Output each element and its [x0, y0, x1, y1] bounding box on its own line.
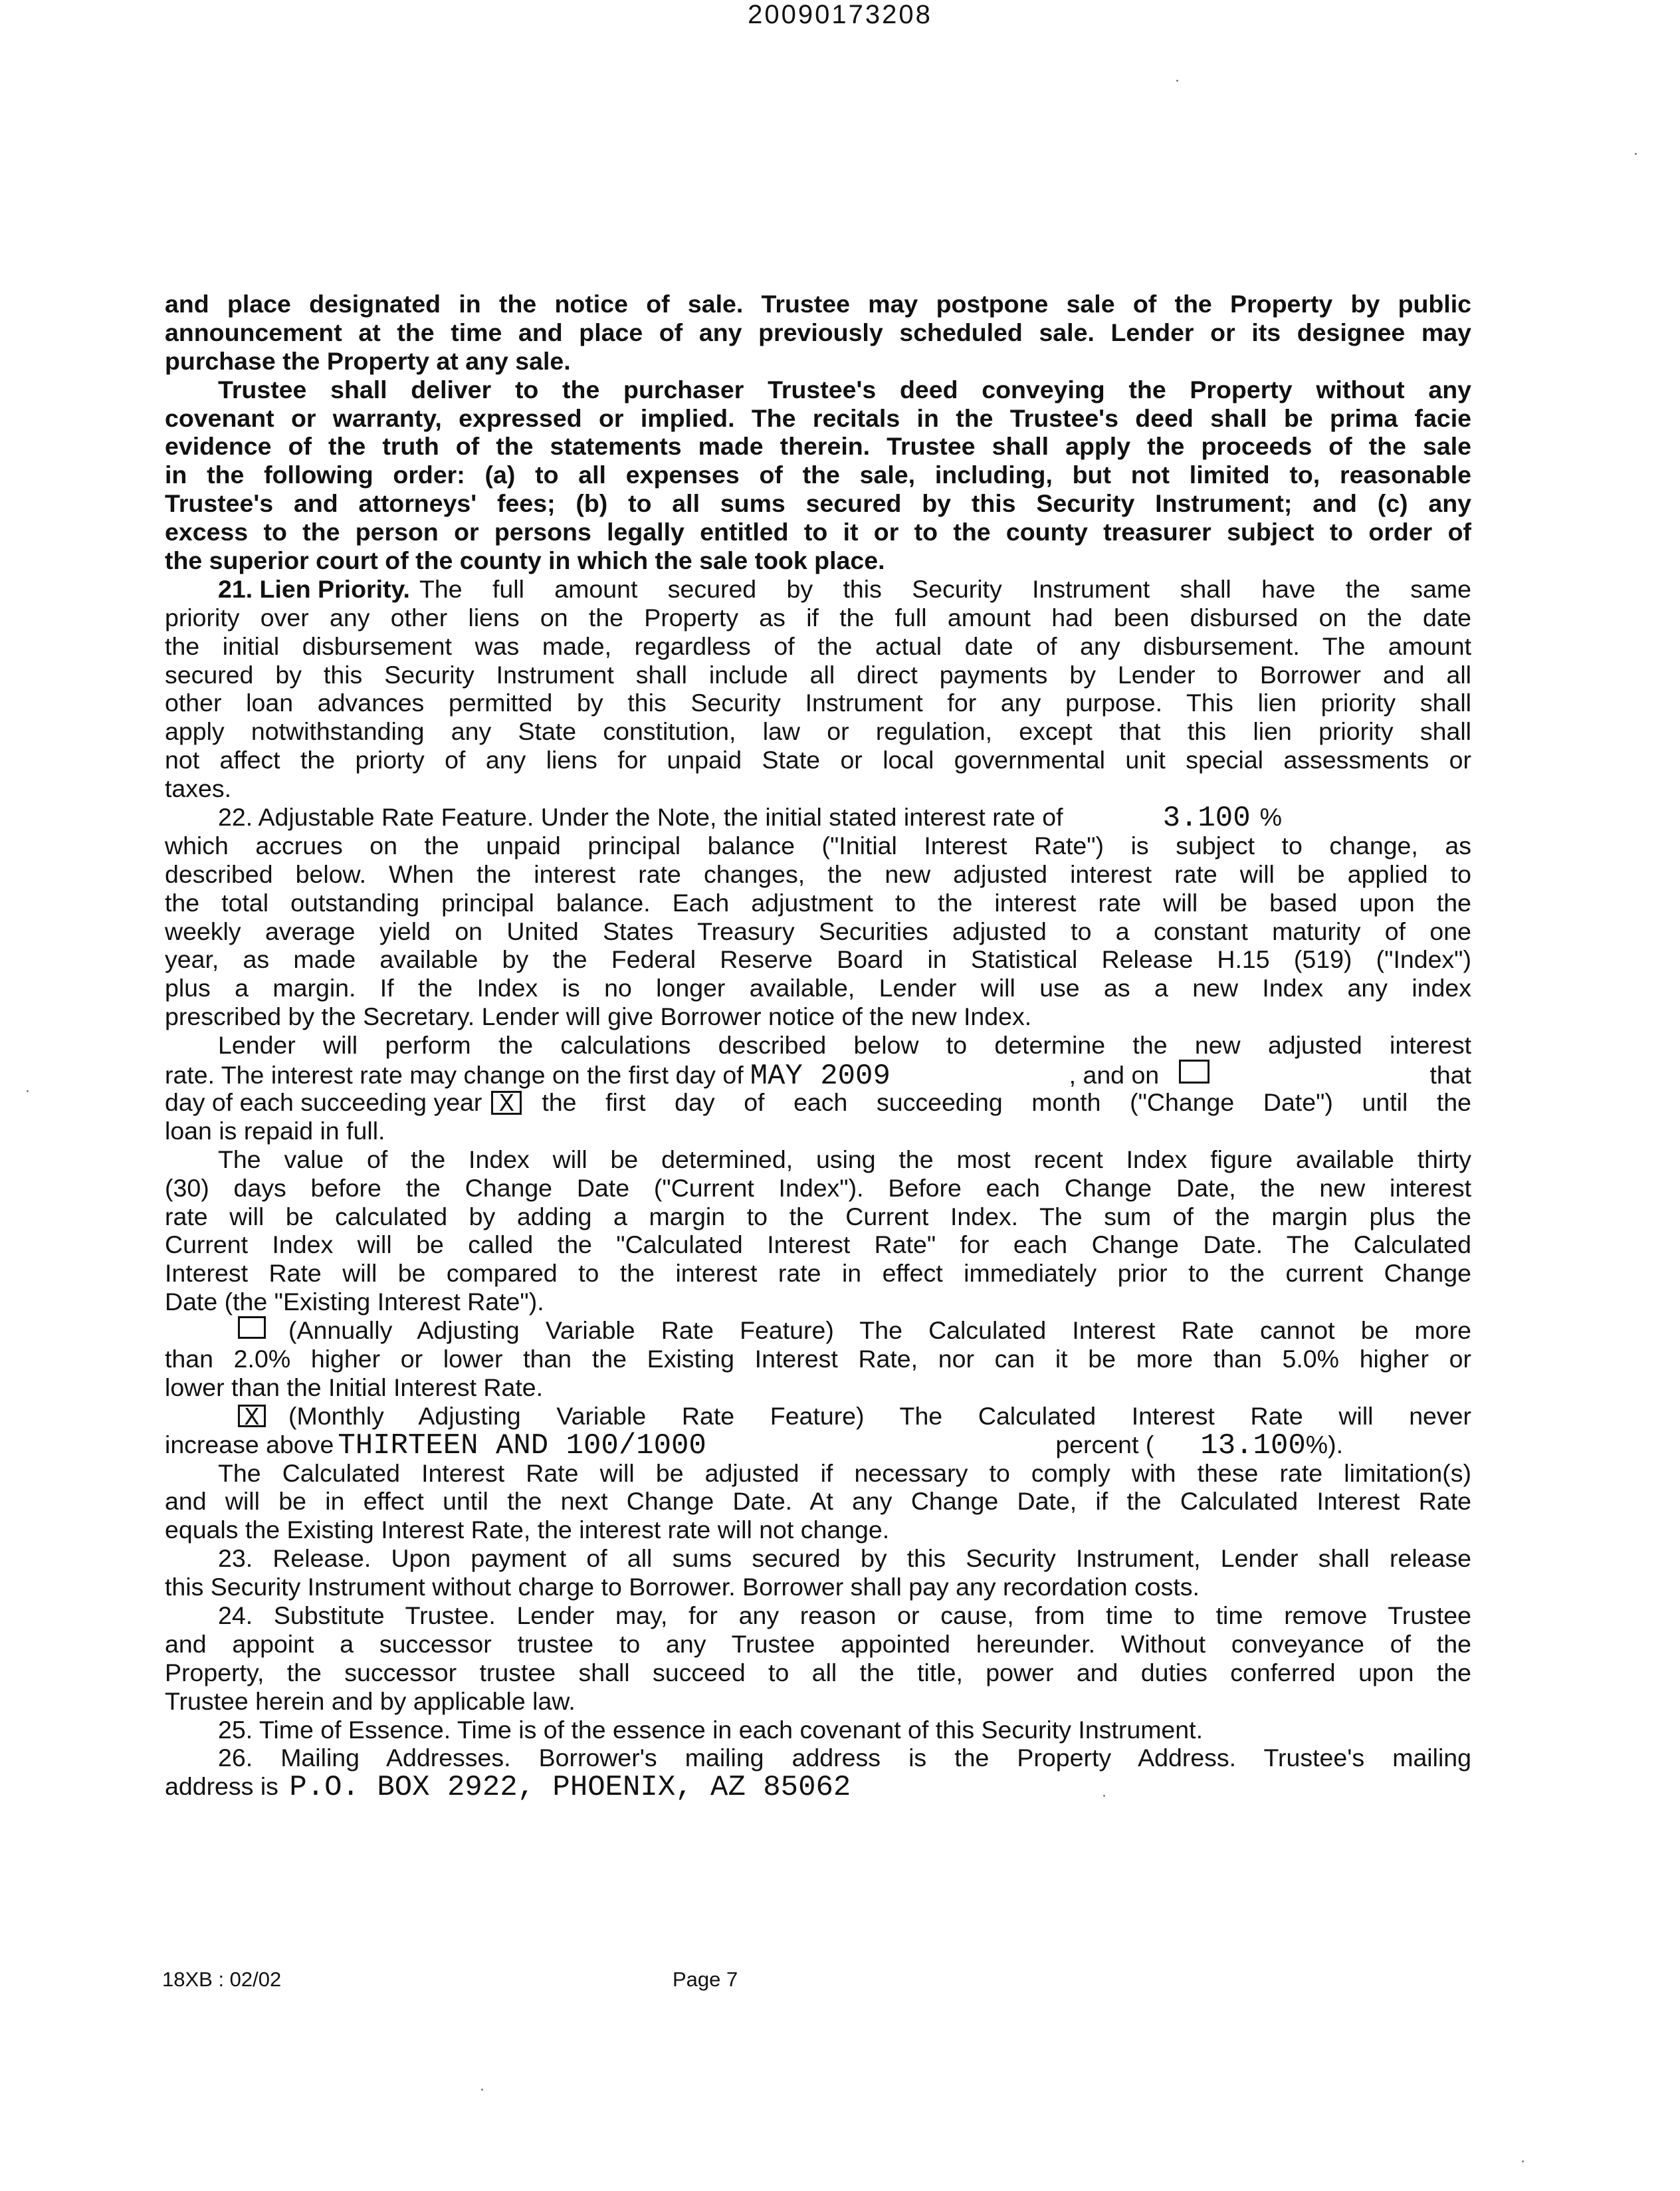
scan-speck [1522, 2160, 1524, 2162]
first-change-date: MAY 2009 [750, 1060, 891, 1094]
scan-speck [1103, 1795, 1105, 1797]
text-line: The full amount secured by this Security Instrument shall have the same [419, 574, 1471, 603]
scan-speck [1635, 153, 1637, 155]
text-line: not affect the priorty of any liens for unpaid State or local governmental unit special assessments or [165, 746, 1471, 774]
change-frequency-line [165, 1088, 1471, 1117]
text-line: weekly average yield on United States Treasury Securities adjusted to a constant maturity of one [165, 917, 1471, 945]
percent-sign: % [1259, 803, 1282, 832]
scan-speck [481, 2089, 483, 2091]
annual-feature-line [165, 1316, 1471, 1345]
text-segment: that [1429, 1061, 1471, 1090]
text-line: the initial disbursement was made, regardless of the actual date of any disbursement. The amount [165, 632, 1471, 660]
text-line: than 2.0% higher or lower than the Existing Interest Rate, nor can it be more than 5.0% higher or [165, 1344, 1471, 1373]
text-line: and place designated in the notice of sale. Trustee may postpone sale of the Property by public [165, 290, 1471, 318]
text-line: lower than the Initial Interest Rate. [165, 1373, 544, 1401]
text-segment: address is [165, 1772, 278, 1801]
monthly-feature-line [165, 1402, 1471, 1431]
text-line: year, as made available by the Federal Reserve Board in Statistical Release H.15 (519) ("Index") [165, 945, 1471, 974]
text-line: Trustee's and attorneys' fees; (b) to all sums secured by this Security Instrument; and (c) any [165, 489, 1471, 518]
change-date-line [165, 1060, 1471, 1094]
text-line: the superior court of the county in which the sale took place. [165, 546, 885, 575]
form-code: 18XB : 02/02 [162, 1968, 282, 1991]
text-line: apply notwithstanding any State constitution, law or regulation, except that this lien priority shall [165, 717, 1471, 746]
rate-cap-line [165, 1429, 1471, 1462]
monthly-feature-checkbox[interactable]: X [238, 1405, 266, 1427]
section-21-first-line [165, 575, 1471, 604]
page-number: Page 7 [673, 1968, 738, 1991]
text-line: equals the Existing Interest Rate, the interest rate will not change. [165, 1516, 890, 1544]
text-line: plus a margin. If the Index is no longer available, Lender will use as a new Index any index [165, 974, 1471, 1002]
text-segment: rate. The interest rate may change on the first day of [165, 1061, 744, 1090]
initial-interest-rate: 3.100 [1162, 802, 1251, 836]
text-line: announcement at the time and place of any previously scheduled sale. Lender or its designee may [165, 318, 1471, 346]
annual-change-checkbox[interactable] [1179, 1060, 1209, 1084]
text-line: the total outstanding principal balance. Each adjustment to the interest rate will be based upon the [165, 888, 1471, 917]
rate-cap-words: THIRTEEN AND 100/1000 [338, 1429, 706, 1462]
text-line: purchase the Property at any sale. [165, 346, 571, 375]
text-line: excess to the person or persons legally entitled to it or to the county treasurer subject to order of [165, 518, 1471, 546]
text-line: rate will be calculated by adding a margin to the Current Index. The sum of the margin plus the [165, 1202, 1471, 1230]
text-line: The Calculated Interest Rate will be adjusted if necessary to comply with these rate limitation(s) [218, 1458, 1471, 1487]
scan-speck [1176, 80, 1178, 82]
text-line: (30) days before the Change Date ("Current Index"). Before each Change Date, the new interest [165, 1173, 1471, 1202]
text-line: The value of the Index will be determined, using the most recent Index figure available thirty [218, 1145, 1471, 1173]
text-line: Trustee herein and by applicable law. [165, 1686, 576, 1715]
text-line: Lender will perform the calculations described below to determine the new adjusted interest [218, 1031, 1471, 1060]
section-heading: 21. Lien Priority. [218, 574, 410, 603]
text-line: Interest Rate will be compared to the interest rate in effect immediately prior to the current Change [165, 1259, 1471, 1288]
text-line: 25. Time of Essence. Time is of the essence in each covenant of this Security Instrument. [218, 1715, 1203, 1744]
text-line: which accrues on the unpaid principal balance ("Initial Interest Rate") is subject to change, as [165, 831, 1471, 860]
monthly-change-checkbox[interactable]: X [491, 1091, 522, 1115]
annual-feature-checkbox[interactable] [238, 1316, 266, 1339]
text-line: other loan advances permitted by this Security Instrument for any purpose. This lien priority shall [165, 689, 1471, 717]
text-line: this Security Instrument without charge to Borrower. Borrower shall pay any recordation costs. [165, 1573, 1200, 1601]
text-line: 24. Substitute Trustee. Lender may, for any reason or cause, from time to time remove Trustee [218, 1601, 1471, 1629]
text-segment: , and on [1069, 1061, 1160, 1090]
text-segment: (Monthly Adjusting Variable Rate Feature) The Calculated Interest Rate will never [288, 1401, 1471, 1430]
text-line: covenant or warranty, expressed or implied. The recitals in the Trustee's deed shall be prima facie [165, 404, 1471, 432]
text-line: and will be in effect until the next Change Date. At any Change Date, if the Calculated Interest Rate [165, 1487, 1471, 1516]
recording-number: 20090173208 [748, 0, 932, 29]
rate-cap-number: 13.100 [1200, 1429, 1306, 1462]
text-segment: increase above [165, 1430, 334, 1458]
text-segment: percent ( [1055, 1430, 1154, 1458]
text-line: secured by this Security Instrument shall include all direct payments by Lender to Borrower and all [165, 660, 1471, 689]
text-line: priority over any other liens on the Property as if the full amount had been disbursed on the date [165, 603, 1471, 632]
text-line: prescribed by the Secretary. Lender will give Borrower notice of the new Index. [165, 1002, 1032, 1031]
text-line: Property, the successor trustee shall succeed to all the title, power and duties conferred upon the [165, 1658, 1471, 1686]
text-line: Date (the "Existing Interest Rate"). [165, 1288, 544, 1316]
text-segment: day of each succeeding year [165, 1088, 482, 1116]
text-segment: 22. Adjustable Rate Feature. Under the Note, the initial stated interest rate of [218, 803, 1063, 832]
text-line: Current Index will be called the "Calculated Interest Rate" for each Change Date. The Calculated [165, 1230, 1471, 1259]
scan-speck [27, 1090, 29, 1092]
text-line: and appoint a successor trustee to any Trustee appointed hereunder. Without conveyance of the [165, 1629, 1471, 1658]
text-line: described below. When the interest rate changes, the new adjusted interest rate will be applied to [165, 860, 1471, 888]
text-line: Trustee shall deliver to the purchaser Trustee's deed conveying the Property without any [218, 375, 1471, 404]
trustee-address: P.O. BOX 2922, PHOENIX, AZ 85062 [289, 1771, 851, 1805]
text-line: 23. Release. Upon payment of all sums secured by this Security Instrument, Lender shall release [218, 1544, 1471, 1573]
text-line: 26. Mailing Addresses. Borrower's mailing address is the Property Address. Trustee's mailing [218, 1744, 1471, 1772]
text-segment: the first day of each succeeding month ("Change Date") until the [542, 1088, 1471, 1116]
trustee-address-line [165, 1771, 1471, 1805]
document-body [165, 290, 1471, 1805]
text-line: evidence of the truth of the statements made therein. Trustee shall apply the proceeds of the sale [165, 432, 1471, 461]
text-line: loan is repaid in full. [165, 1116, 385, 1145]
text-line: taxes. [165, 774, 232, 803]
text-line: in the following order: (a) to all expenses of the sale, including, but not limited to, reasonable [165, 461, 1471, 489]
section-22-first-line [165, 802, 1471, 836]
text-segment: %). [1305, 1430, 1344, 1458]
text-segment: (Annually Adjusting Variable Rate Feature) The Calculated Interest Rate cannot be more [288, 1316, 1471, 1345]
